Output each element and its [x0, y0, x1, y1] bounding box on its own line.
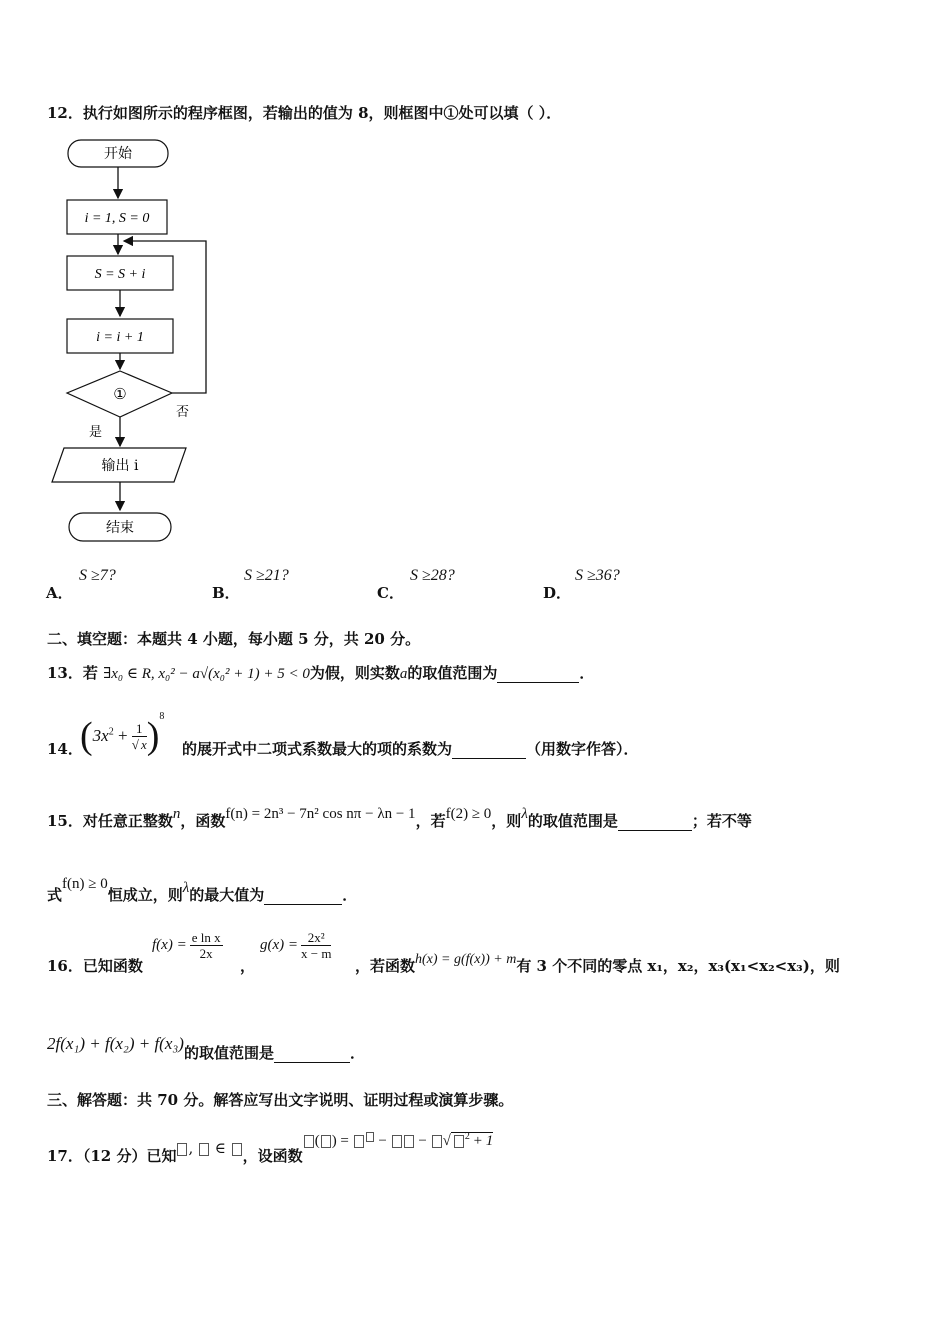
flow-yes-label: 是	[89, 425, 103, 440]
q17-missing-function: ( ) = − − √ $^2$ + 1	[303, 1133, 494, 1149]
section2-heading: 二、填空题：本题共 4 小题，每小题 5 分，共 20 分。	[47, 630, 421, 648]
choice-a-letter: A．	[46, 584, 73, 602]
q16-line1: 16．已知函数	[47, 957, 143, 975]
q13: 13．若 ∃x₀ ∈ R, x₀² − a√(x₀² + 1) + 5 < 0为假，则实数a的取值范围为 ．	[47, 664, 595, 682]
q15-answer-blank-2	[264, 890, 342, 905]
flow-init-label: i = 1, S = 0	[84, 211, 150, 226]
choice-b-letter: B．	[212, 584, 240, 602]
q16-line1-rest: ，若函数h(x) = g(f(x)) + m有 3 个不同的零点 x₁，x₂，x₃(x₁<x₂<x₃)，则	[355, 952, 840, 975]
flow-decision-label: ①	[113, 385, 127, 403]
section3-heading: 三、解答题：共 70 分。解答应写出文字说明、证明过程或演算步骤。	[47, 1091, 514, 1109]
q15-function: f(n) = 2n³ − 7n² cos nπ − λn − 1	[225, 806, 416, 822]
q16-f-def: f(x) = $\frac{\text{e ln x}}{2x}$	[152, 930, 221, 961]
flow-step1-label: S = S + i	[94, 267, 146, 282]
q15-answer-blank-1	[618, 816, 692, 831]
flow-start-label: 开始	[104, 146, 132, 162]
q13-expression: ∃x₀ ∈ R, x₀² − a√(x₀² + 1) + 5 < 0	[103, 666, 310, 682]
q14-binomial: ($3x^2$ + $\frac{1}{√ x}$ )$^8$	[80, 711, 165, 757]
q17-missing-formula: , ∈	[176, 1139, 242, 1157]
q16-line2: 2f(x₁) + f(x₂) + f(x₃)的取值范围是 ．	[47, 1034, 365, 1062]
q15-line1: 15．对任意正整数n，函数f(n) = 2n³ − 7n² cos nπ − λn − 1，若f(2) ≥ 0，则λ的取值范围是 ；若不等	[47, 806, 752, 830]
q16-sep: ，	[240, 957, 256, 975]
q16-answer-blank	[274, 1048, 350, 1063]
choice-c-expr: S ≥28?	[410, 567, 455, 584]
flow-output-label: 输出 i	[101, 458, 139, 474]
choice-a-expr: S ≥7?	[79, 567, 116, 584]
q14-answer-blank	[452, 744, 526, 759]
q14: 14．	[47, 740, 83, 758]
choice-b-expr: S ≥21?	[244, 567, 289, 584]
q17: 17．（12 分）已知 , ∈ ，设函数( ) = − − √ $^2$ + 1	[47, 1131, 494, 1165]
flowchart	[40, 130, 280, 550]
flow-end-label: 结束	[106, 520, 134, 536]
q13-answer-blank	[497, 668, 579, 683]
q12-stem: 12．执行如图所示的程序框图，若输出的值为 8，则框图中①处可以填（ ）．	[47, 104, 562, 122]
q16-expression: 2f(x₁) + f(x₂) + f(x₃)	[47, 1034, 184, 1053]
q14-text: 的展开式中二项式系数最大的项的系数为 （用数字作答）．	[182, 740, 639, 758]
choice-c-letter: C．	[377, 584, 404, 602]
flow-no-label: 否	[176, 405, 190, 420]
q15-line2: 式f(n) ≥ 0恒成立，则λ的最大值为 ．	[47, 876, 358, 904]
choice-d-expr: S ≥36?	[575, 567, 620, 584]
q16-g-def: g(x) = $\frac{\text{2x²}}{x - m}$	[260, 930, 332, 961]
q16-h-def: h(x) = g(f(x)) + m	[415, 952, 517, 967]
choice-d-letter: D．	[543, 584, 572, 602]
flow-step2-label: i = i + 1	[96, 330, 144, 345]
